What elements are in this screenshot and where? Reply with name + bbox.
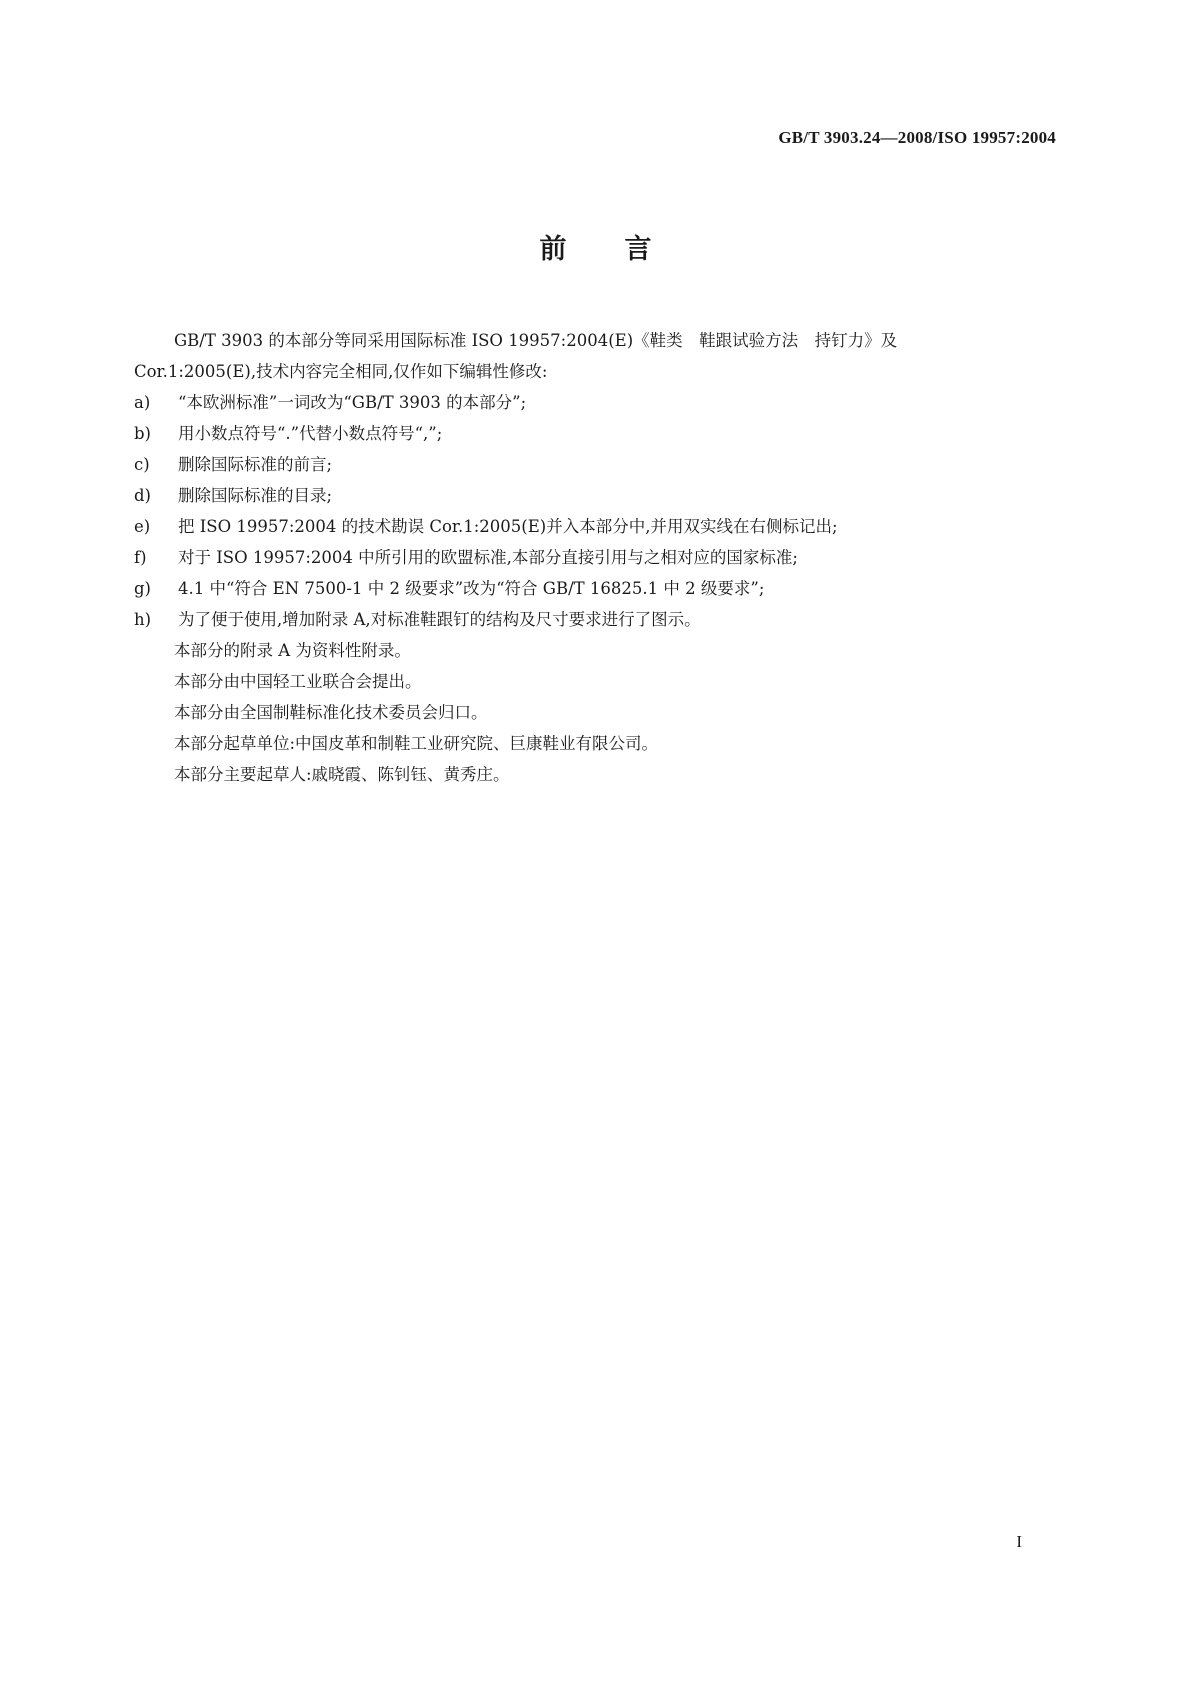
list-item-label: e) — [134, 517, 151, 536]
page-number: I — [1016, 1532, 1022, 1551]
list-item — [134, 449, 1058, 480]
list-item — [134, 418, 1058, 449]
list-item-label: b) — [134, 424, 151, 443]
list-item-label: a) — [134, 393, 151, 412]
list-item-text: 删除国际标准的目录; — [178, 486, 333, 505]
list-item — [134, 480, 1058, 511]
list-item-text: 删除国际标准的前言; — [178, 455, 333, 474]
list-item-text: 把 ISO 19957:2004 的技术勘误 Cor.1:2005(E)并入本部分中,并用双实线在右侧标记出; — [178, 517, 838, 536]
intro-line-2: Cor.1:2005(E),技术内容完全相同,仅作如下编辑性修改: — [134, 362, 548, 381]
statement-annex: 本部分的附录 A 为资料性附录。 — [174, 641, 411, 660]
list-item — [134, 542, 1058, 573]
standard-number: GB/T 3903.24—2008/ISO 19957:2004 — [778, 128, 1056, 147]
intro-line-1: GB/T 3903 的本部分等同采用国际标准 ISO 19957:2004(E)《鞋类 鞋跟试验方法 持钉力》及 — [174, 331, 898, 350]
list-item-label: g) — [134, 579, 151, 598]
list-item-label: h) — [134, 610, 152, 629]
statement-centralized-by: 本部分由全国制鞋标准化技术委员会归口。 — [174, 703, 488, 722]
list-item-text: 4.1 中“符合 EN 7500-1 中 2 级要求”改为“符合 GB/T 16825.1 中 2 级要求”; — [178, 579, 765, 598]
list-item-label: c) — [134, 455, 150, 474]
list-item-text: 对于 ISO 19957:2004 中所引用的欧盟标准,本部分直接引用与之相对应的国家标准; — [178, 548, 798, 567]
statement-proposed-by: 本部分由中国轻工业联合会提出。 — [174, 672, 422, 691]
list-item-text: 用小数点符号“.”代替小数点符号“,”; — [178, 424, 443, 443]
list-item-label: f) — [134, 548, 147, 567]
list-item-text: 为了便于使用,增加附录 A,对标准鞋跟钉的结构及尺寸要求进行了图示。 — [178, 610, 701, 629]
list-item-label: d) — [134, 486, 151, 505]
foreword-body — [134, 325, 1058, 790]
list-item — [134, 573, 1058, 604]
list-item — [134, 387, 1058, 418]
list-item — [134, 511, 1058, 542]
statement-drafters: 本部分主要起草人:戚晓霞、陈钊钰、黄秀庄。 — [174, 765, 510, 784]
list-item-text: “本欧洲标准”一词改为“GB/T 3903 的本部分”; — [178, 393, 527, 412]
list-item — [134, 604, 1058, 635]
page-title: 前言 — [539, 234, 710, 265]
statement-drafting-units: 本部分起草单位:中国皮革和制鞋工业研究院、巨康鞋业有限公司。 — [174, 734, 659, 753]
